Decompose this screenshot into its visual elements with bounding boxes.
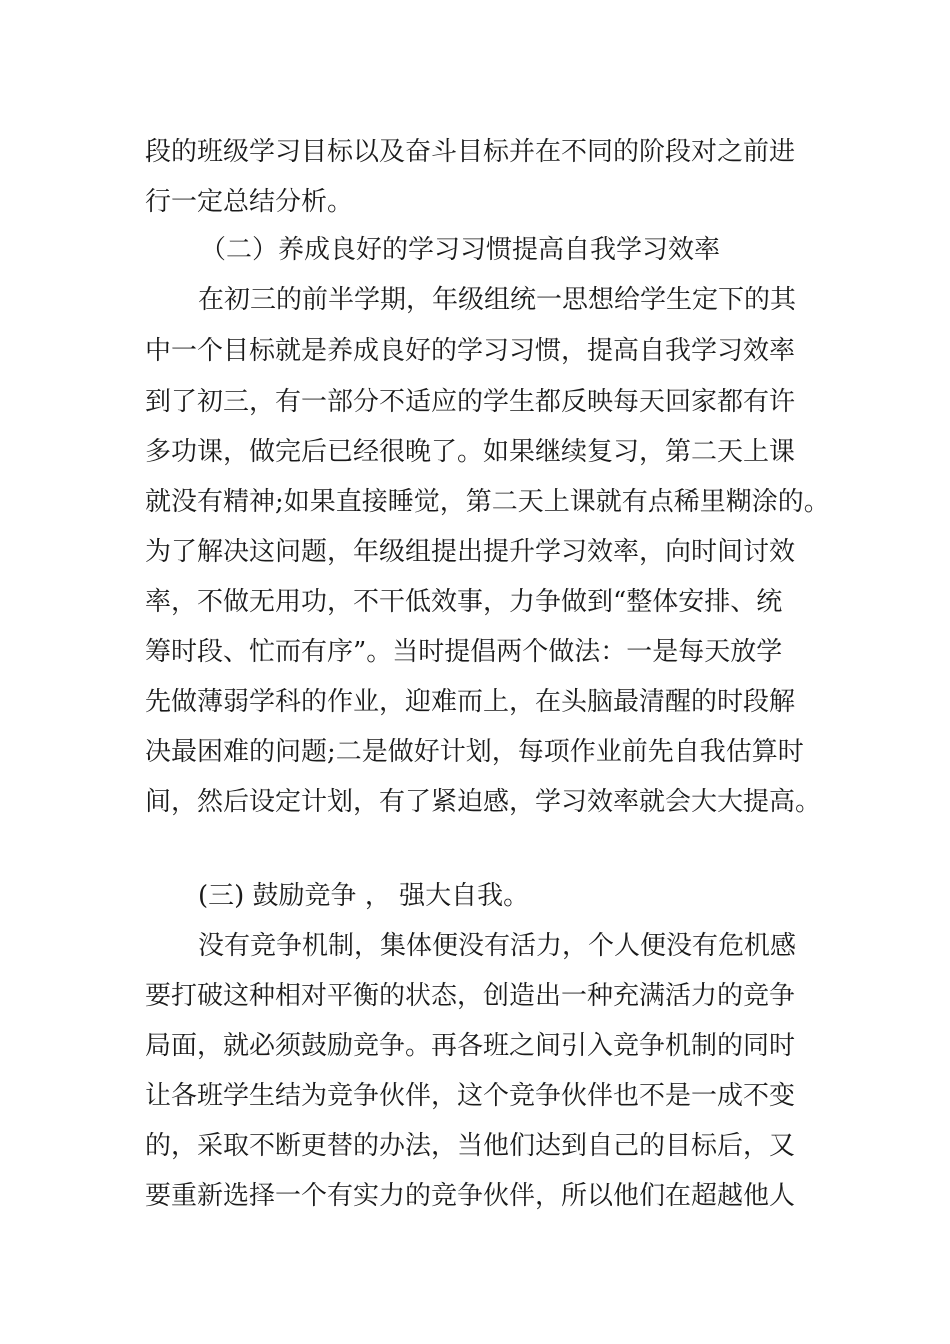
text-line: 要打破这种相对平衡的状态，创造出一种充满活力的竞争 — [145, 981, 796, 1011]
text-line: 让各班学生结为竞争伙伴，这个竞争伙伴也不是一成不变 — [145, 1081, 796, 1111]
text-line: 到了初三，有一部分不适应的学生都反映每天回家都有许 — [145, 387, 796, 417]
text-line: 局面，就必须鼓励竞争。再各班之间引入竞争机制的同时 — [145, 1031, 796, 1061]
section-heading-2: （二）养成良好的学习习惯提高自我学习效率 — [200, 235, 721, 265]
text-line: 为了解决这问题，年级组提出提升学习效率，向时间讨效 — [145, 537, 796, 567]
text-line: 率，不做无用功，不干低效事，力争做到“整体安排、统 — [145, 587, 783, 617]
text-line: 就没有精神;如果直接睡觉，第二天上课就有点稀里糊涂的。 — [145, 487, 830, 517]
text-line: 段的班级学习目标以及奋斗目标并在不同的阶段对之前进 — [145, 137, 796, 167]
text-line: 决最困难的问题;二是做好计划，每项作业前先自我估算时 — [145, 737, 804, 767]
text-line: 先做薄弱学科的作业，迎难而上，在头脑最清醒的时段解 — [145, 687, 796, 717]
text-line: 多功课，做完后已经很晚了。如果继续复习，第二天上课 — [145, 437, 796, 467]
paragraph-first-line: 没有竞争机制，集体便没有活力，个人便没有危机感 — [198, 931, 797, 961]
paragraph-first-line: 在初三的前半学期，年级组统一思想给学生定下的其 — [198, 285, 797, 315]
text-line: 间，然后设定计划，有了紧迫感，学习效率就会大大提高。 — [145, 787, 822, 817]
text-line: 行一定总结分析。 — [145, 187, 354, 217]
text-line: 的，采取不断更替的办法，当他们达到自己的目标后，又 — [145, 1131, 796, 1161]
text-line: 要重新选择一个有实力的竞争伙伴，所以他们在超越他人 — [145, 1181, 796, 1211]
text-line: 筹时段、忙而有序”。当时提倡两个做法：一是每天放学 — [145, 637, 783, 667]
text-line: 中一个目标就是养成良好的学习习惯，提高自我学习效率 — [145, 336, 796, 366]
section-heading-3: (三) 鼓励竞争 ， 强大自我。 — [198, 881, 530, 911]
